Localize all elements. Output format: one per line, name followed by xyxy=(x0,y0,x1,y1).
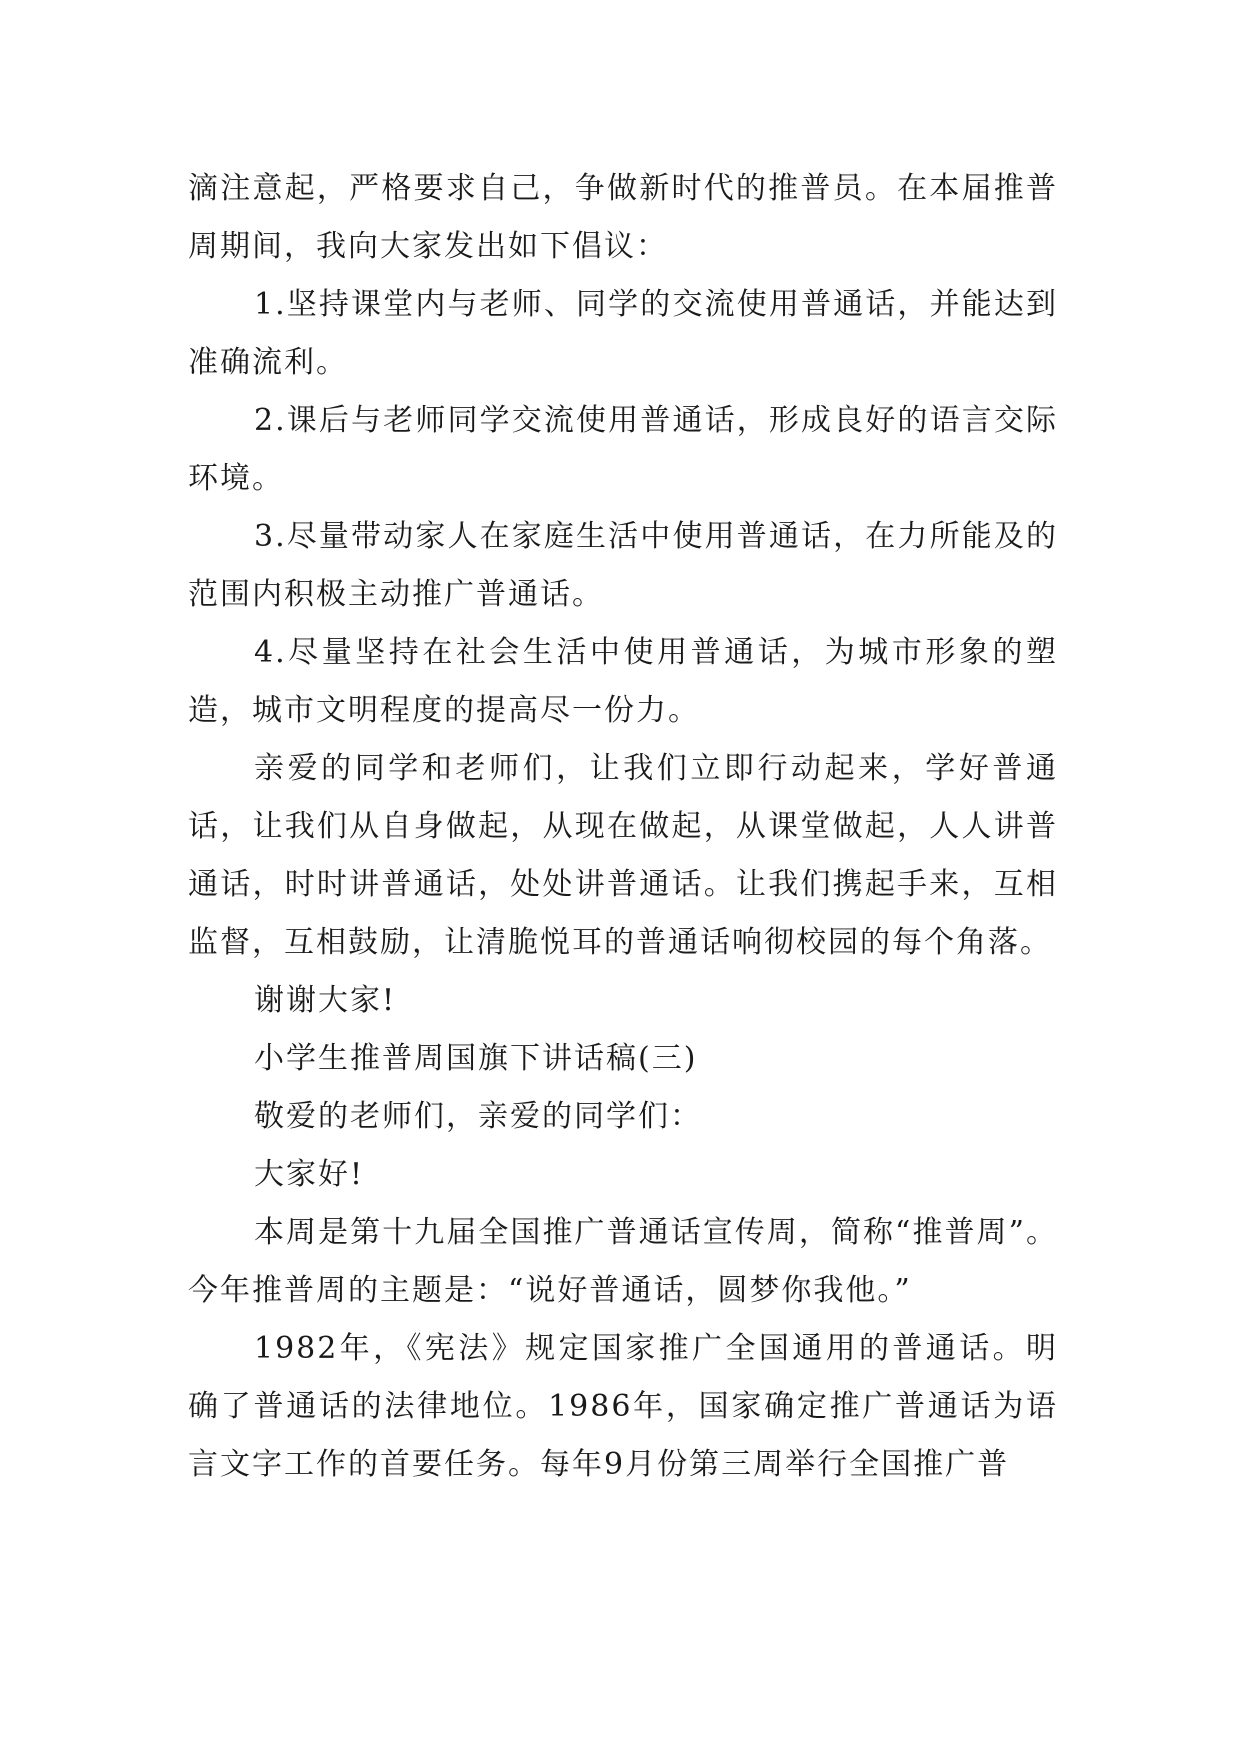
paragraph-2: 1.坚持课堂内与老师、同学的交流使用普通话，并能达到准确流利。 xyxy=(188,287,1058,380)
paragraph-1: 滴注意起，严格要求自己，争做新时代的推普员。在本届推普周期间，我向大家发出如下倡议： xyxy=(188,171,1058,264)
paragraph-3: 2.课后与老师同学交流使用普通话，形成良好的语言交际环境。 xyxy=(188,403,1058,496)
paragraph-7: 谢谢大家! xyxy=(254,983,397,1018)
document-body xyxy=(188,160,1058,1494)
section-title: 小学生推普周国旗下讲话稿(三) xyxy=(254,1041,698,1076)
salutation: 敬爱的老师们，亲爱的同学们： xyxy=(254,1099,702,1134)
paragraph-12: 1982年，《宪法》规定国家推广全国通用的普通话。明确了普通话的法律地位。1986年，国家确定推广普通话为语言文字工作的首要任务。每年9月份第三周举行全国推广普 xyxy=(188,1331,1058,1482)
paragraph-4: 3.尽量带动家人在家庭生活中使用普通话，在力所能及的范围内积极主动推广普通话。 xyxy=(188,519,1058,612)
paragraph-6: 亲爱的同学和老师们，让我们立即行动起来，学好普通话，让我们从自身做起，从现在做起，从课堂做起，人人讲普通话，时时讲普通话，处处讲普通话。让我们携起手来，互相监督，互相鼓励，让清脆悦耳的普通话响彻校园的每个角落。 xyxy=(188,751,1058,960)
greeting: 大家好! xyxy=(254,1157,365,1192)
paragraph-5: 4.尽量坚持在社会生活中使用普通话，为城市形象的塑造，城市文明程度的提高尽一份力。 xyxy=(188,635,1058,728)
paragraph-11: 本周是第十九届全国推广普通话宣传周，简称“推普周”。今年推普周的主题是：“说好普通话，圆梦你我他。” xyxy=(188,1215,1058,1308)
